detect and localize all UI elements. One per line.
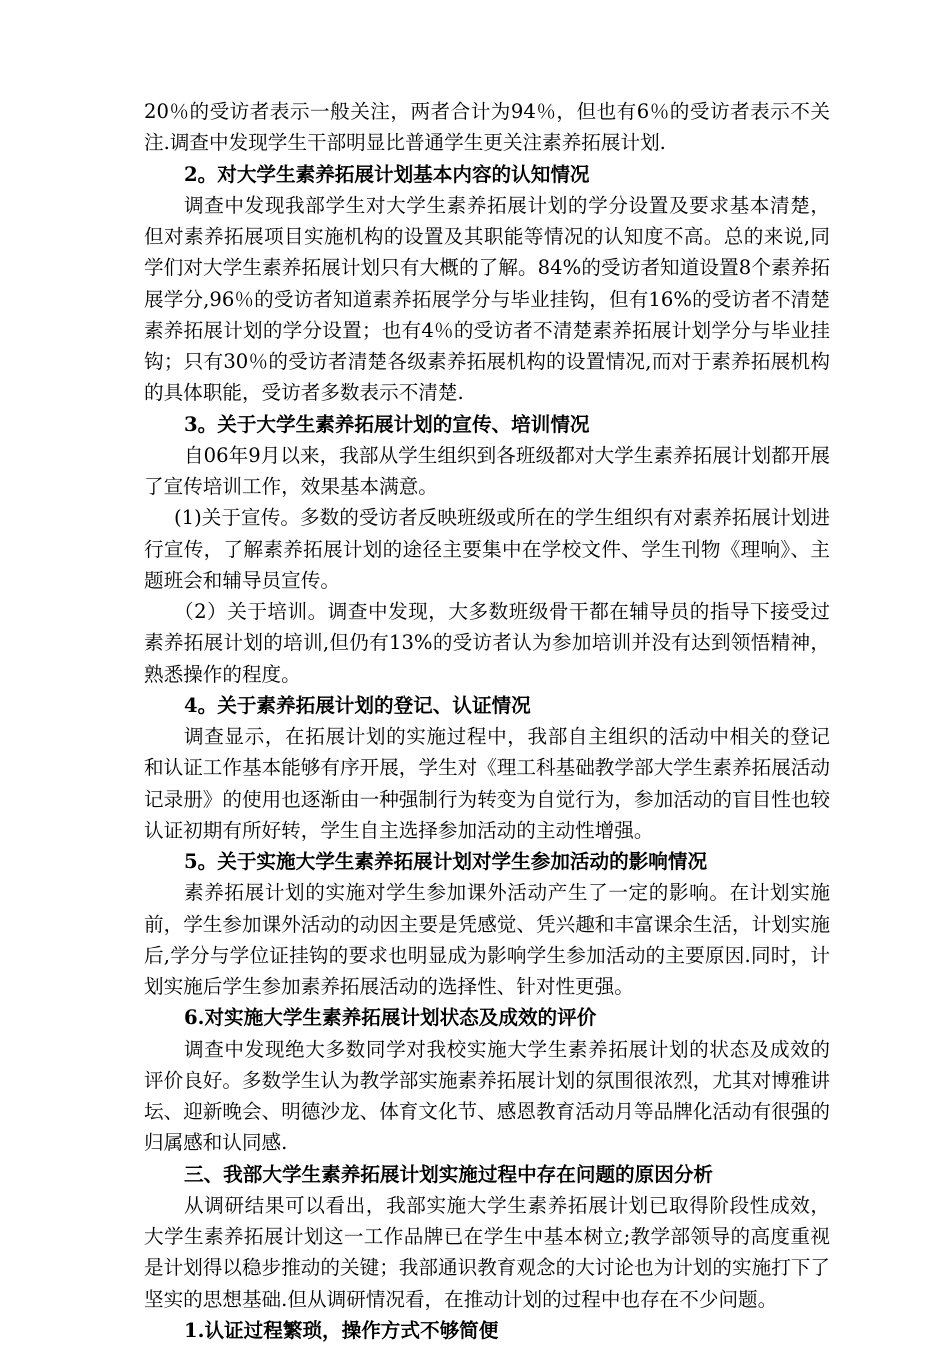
paragraph-evaluation: 调查中发现绝大多数同学对我校实施大学生素养拓展计划的状态及成效的评价良好。多数学生认为教学部实施素养拓展计划的氛围很浓烈，尤其对博雅讲坛、迎新晚会、明德沙龙、体育文化节、感恩教育活动月等品牌化活动有很强的归属感和认同感. (144, 1037, 830, 1155)
heading-registration: 4。关于素养拓展计划的登记、认证情况 (184, 693, 531, 717)
heading-evaluation: 6.对实施大学生素养拓展计划状态及成效的评价 (184, 1006, 597, 1030)
paragraph-section-three: 从调研结果可以看出，我部实施大学生素养拓展计划已取得阶段性成效，大学生素养拓展计划这一工作品牌已在学生中基本树立;教学部领导的高度重视是计划得以稳步推动的关键；我部通识教育观念的大讨论也为计划的实施打下了坚实的思想基础.但从调研情况看，在推动计划的过程中也存在不少问题。 (144, 1193, 830, 1311)
paragraph-training: （2）关于培训。调查中发现，大多数班级骨干都在辅导员的指导下接受过素养拓展计划的培训,但仍有13%的受访者认为参加培训并没有达到领悟精神，熟悉操作的程度。 (144, 600, 830, 686)
paragraph-activity-impact: 素养拓展计划的实施对学生参加课外活动产生了一定的影响。在计划实施前，学生参加课外活动的动因主要是凭感觉、凭兴趣和丰富课余生活，计划实施后,学分与学位证挂钩的要求也明显成为影响学生参加活动的主要原因.同时，计划实施后学生参加素养拓展活动的选择性、针对性更强。 (144, 881, 830, 998)
paragraph-content-cognition: 调查中发现我部学生对大学生素养拓展计划的学分设置及要求基本清楚，但对素养拓展项目实施机构的设置及其职能等情况的认知度不高。总的来说,同学们对大学生素养拓展计划只有大概的了解。84%的受访者知道设置8个素养拓展学分,96％的受访者知道素养拓展学分与毕业挂钩，但有16%的受访者不清楚素养拓展计划的学分设置；也有4％的受访者不清楚素养拓展计划学分与毕业挂钩；只有30％的受访者清楚各级素养拓展机构的设置情况,而对于素养拓展机构的具体职能，受访者多数表示不清楚. (144, 193, 830, 405)
heading-publicity-training: 3。关于大学生素养拓展计划的宣传、培训情况 (184, 412, 590, 436)
paragraph-publicity: (1)关于宣传。多数的受访者反映班级或所在的学生组织有对素养拓展计划进行宣传，了解素养拓展计划的途径主要集中在学校文件、学生刊物《理响》、主题班会和辅导员宣传。 (144, 506, 830, 592)
paragraph-survey-attention-cont: 20％的受访者表示一般关注，两者合计为94％，但也有6％的受访者表示不关注.调查中发现学生干部明显比普通学生更关注素养拓展计划. (144, 100, 830, 155)
heading-section-three: 三、我部大学生素养拓展计划实施过程中存在问题的原因分析 (184, 1162, 714, 1186)
heading-activity-impact: 5。关于实施大学生素养拓展计划对学生参加活动的影响情况 (184, 850, 708, 873)
heading-content-cognition: 2。对大学生素养拓展计划基本内容的认知情况 (184, 162, 590, 186)
paragraph-registration: 调查显示，在拓展计划的实施过程中，我部自主组织的活动中相关的登记和认证工作基本能够有序开展，学生对《理工科基础教学部大学生素养拓展活动记录册》的使用也逐渐由一种强制行为转变为自觉行为，参加活动的盲目性也较认证初期有所好转，学生自主选择参加活动的主动性增强。 (144, 725, 830, 842)
heading-problem-one: 1.认证过程繁琐，操作方式不够简便 (184, 1318, 499, 1342)
paragraph-publicity-intro: 自06年9月以来，我部从学生组织到各班级都对大学生素养拓展计划都开展了宣传培训工作，效果基本满意。 (144, 443, 830, 498)
